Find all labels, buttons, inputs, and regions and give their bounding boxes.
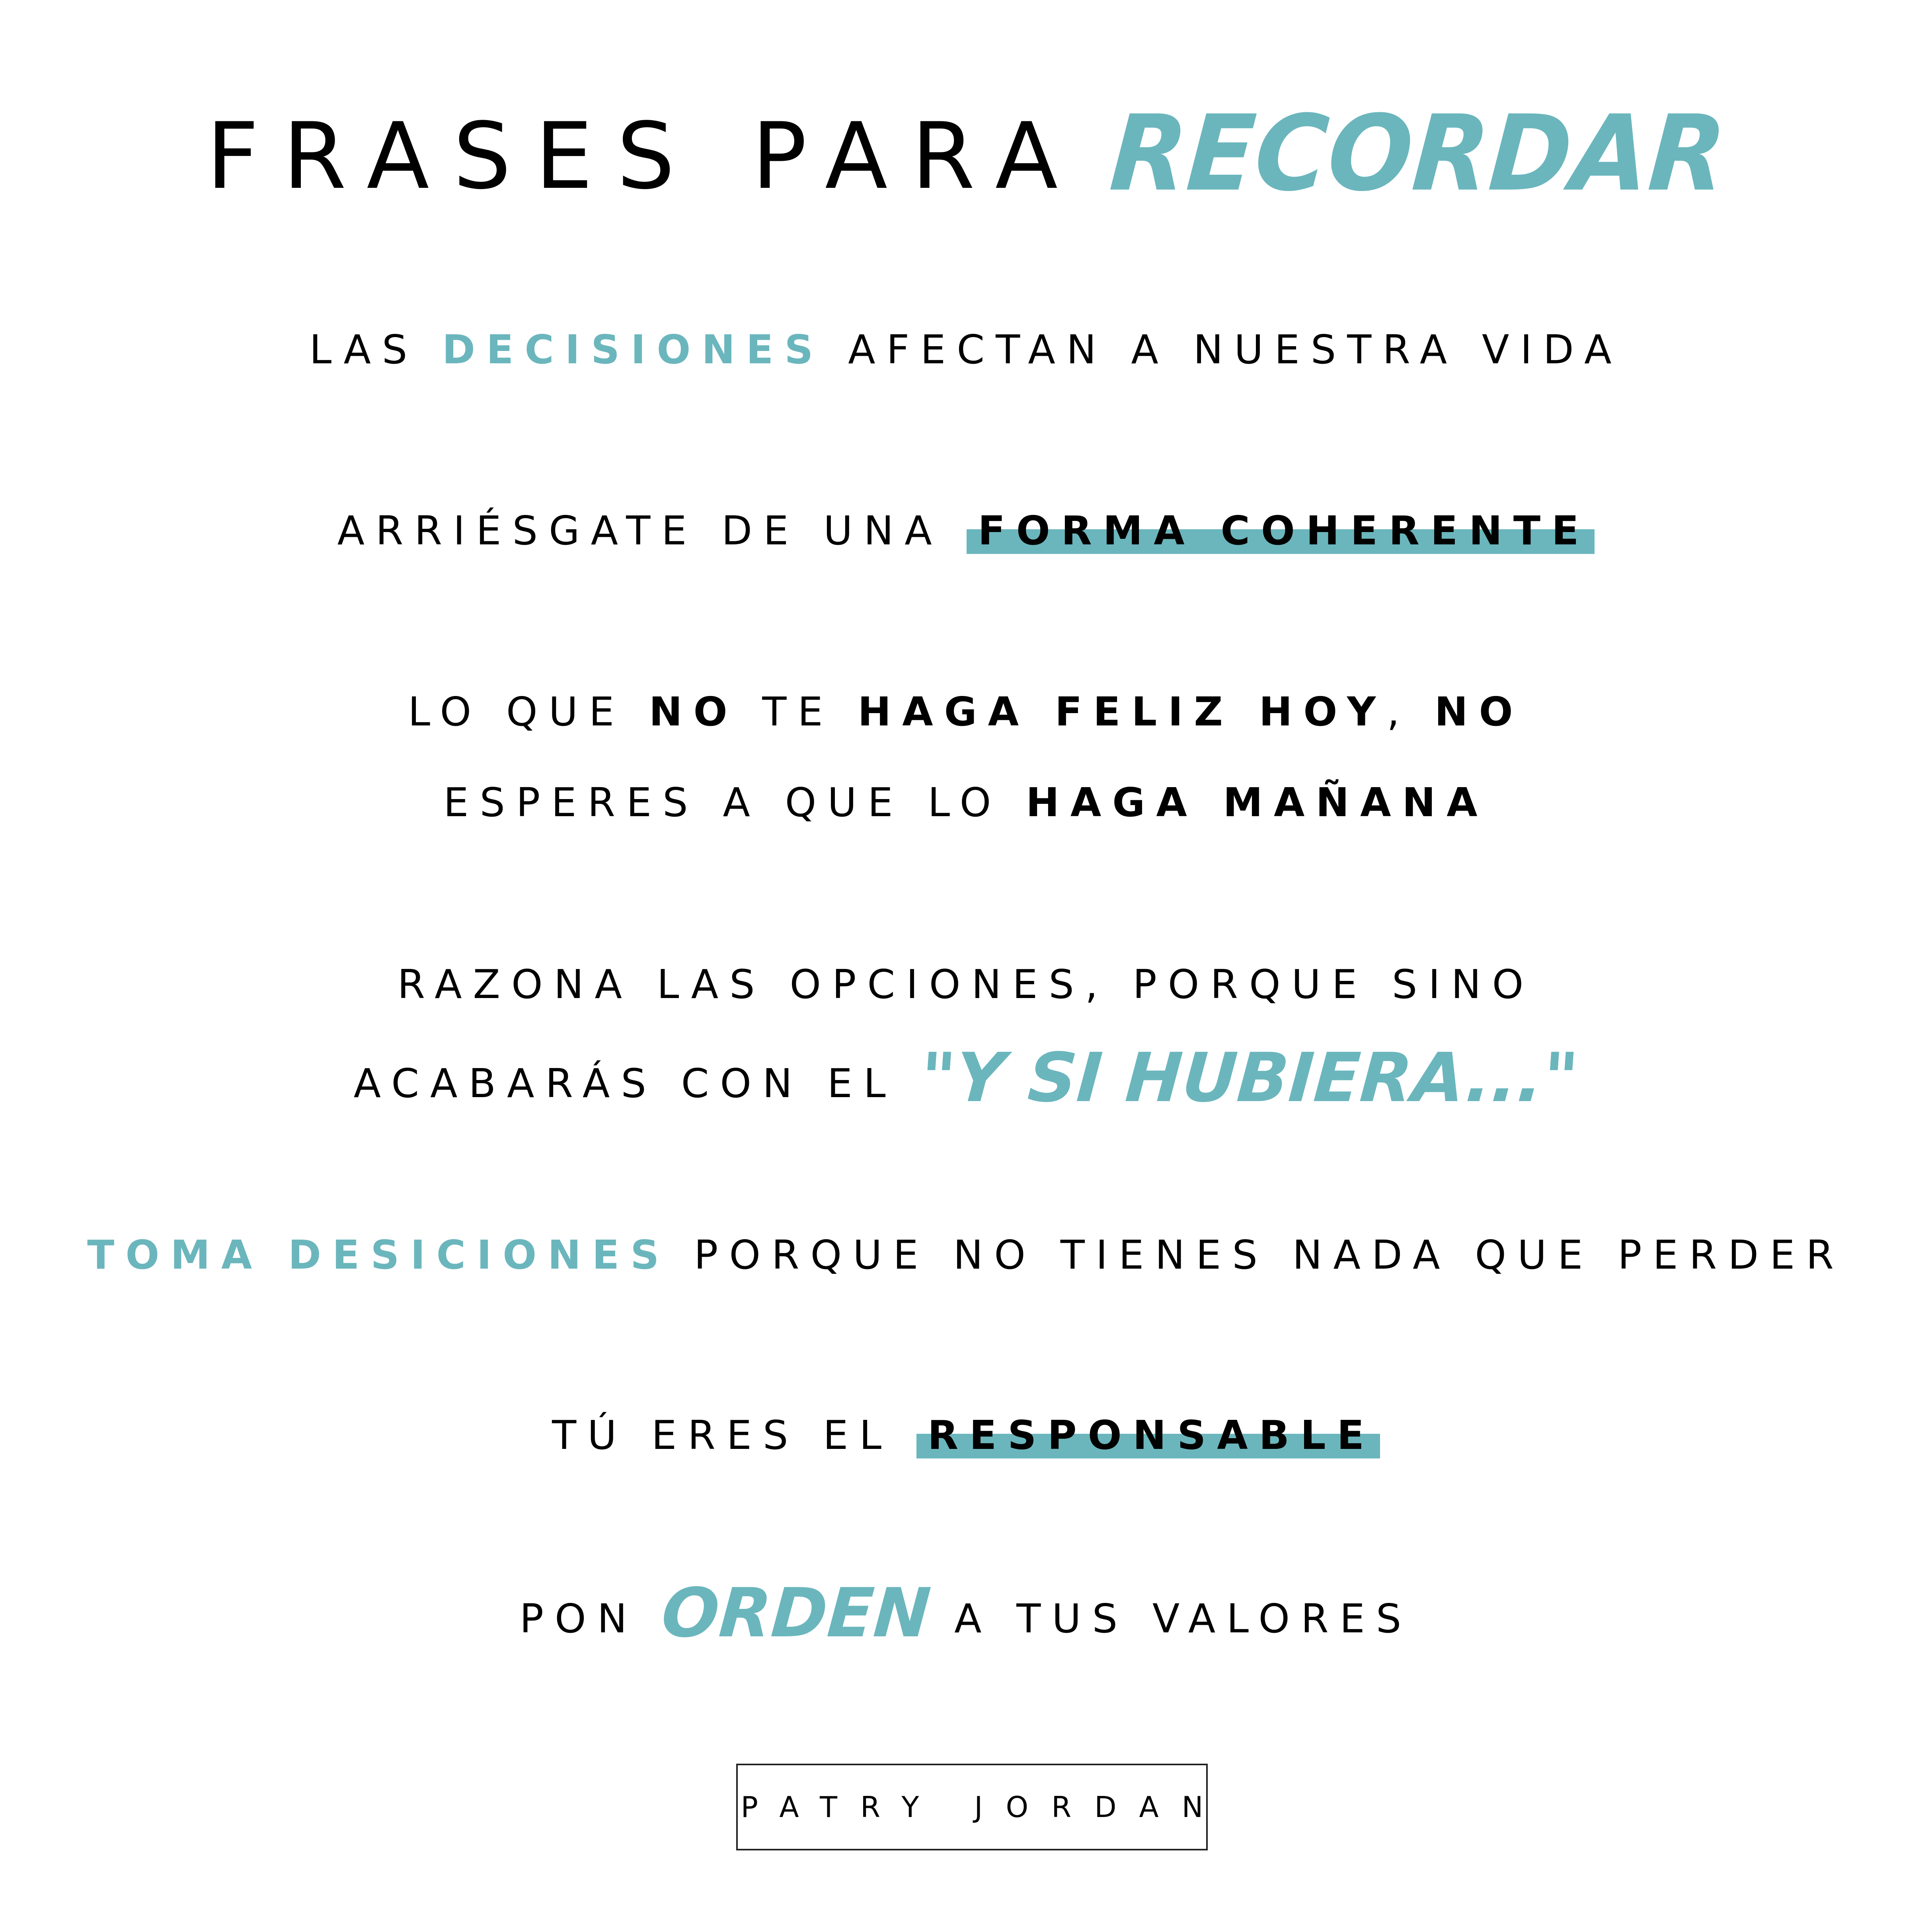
phrase-6-a: TÚ ERES EL	[552, 1412, 893, 1458]
phrase-6	[0, 1412, 1932, 1458]
phrase-5-b: PORQUE NO TIENES NADA QUE PERDER	[694, 1232, 1845, 1278]
phrase-3-c: TE	[762, 688, 834, 735]
phrase-2	[0, 507, 1932, 554]
phrase-3-f: NO	[1434, 688, 1524, 735]
phrase-4-line-1	[0, 961, 1932, 1008]
phrase-2-highlight: FORMA COHERENTE	[967, 507, 1595, 554]
phrase-4-a: RAZONA LAS OPCIONES, PORQUE SINO	[397, 961, 1535, 1008]
phrase-7-c: A TUS VALORES	[954, 1595, 1413, 1642]
phrase-4-highlight: "Y SI HUBIERA..."	[918, 1039, 1581, 1117]
phrase-3-line-2	[0, 779, 1932, 826]
phrase-1-a: LAS	[309, 326, 419, 373]
phrase-5	[0, 1232, 1932, 1278]
title-part-2: RECORDAR	[1106, 92, 1730, 214]
phrase-4-b: ACABARÁS CON EL	[353, 1060, 897, 1107]
phrase-7	[0, 1574, 1932, 1653]
phrase-3-e: ,	[1387, 688, 1411, 735]
page-title	[0, 92, 1932, 214]
phrase-1-c: AFECTAN A NUESTRA VIDA	[848, 326, 1623, 373]
phrase-2-a: ARRIÉSGATE DE UNA	[337, 507, 943, 554]
title-part-1: FRASES PARA	[206, 103, 1082, 210]
phrase-3-d: HAGA FELIZ HOY	[858, 688, 1387, 735]
phrase-7-a: PON	[519, 1595, 638, 1642]
phrase-3-a: LO QUE	[408, 688, 626, 735]
phrase-1-highlight: DECISIONES	[442, 326, 825, 373]
brand-logo	[736, 1764, 1226, 1850]
phrase-3-b: NO	[649, 688, 739, 735]
phrase-5-highlight: TOMA DESICIONES	[87, 1232, 671, 1278]
phrase-3-h: HAGA MAÑANA	[1026, 779, 1489, 826]
phrase-7-highlight: ORDEN	[659, 1574, 934, 1653]
phrase-3-line-1	[0, 688, 1932, 735]
phrase-4-line-2	[0, 1039, 1932, 1117]
brand-logo-text: PATRY JORDAN	[741, 1790, 1226, 1824]
phrase-1	[0, 326, 1932, 373]
phrase-3-g: ESPERES A QUE LO	[443, 779, 1002, 826]
phrase-6-highlight: RESPONSABLE	[916, 1412, 1380, 1458]
